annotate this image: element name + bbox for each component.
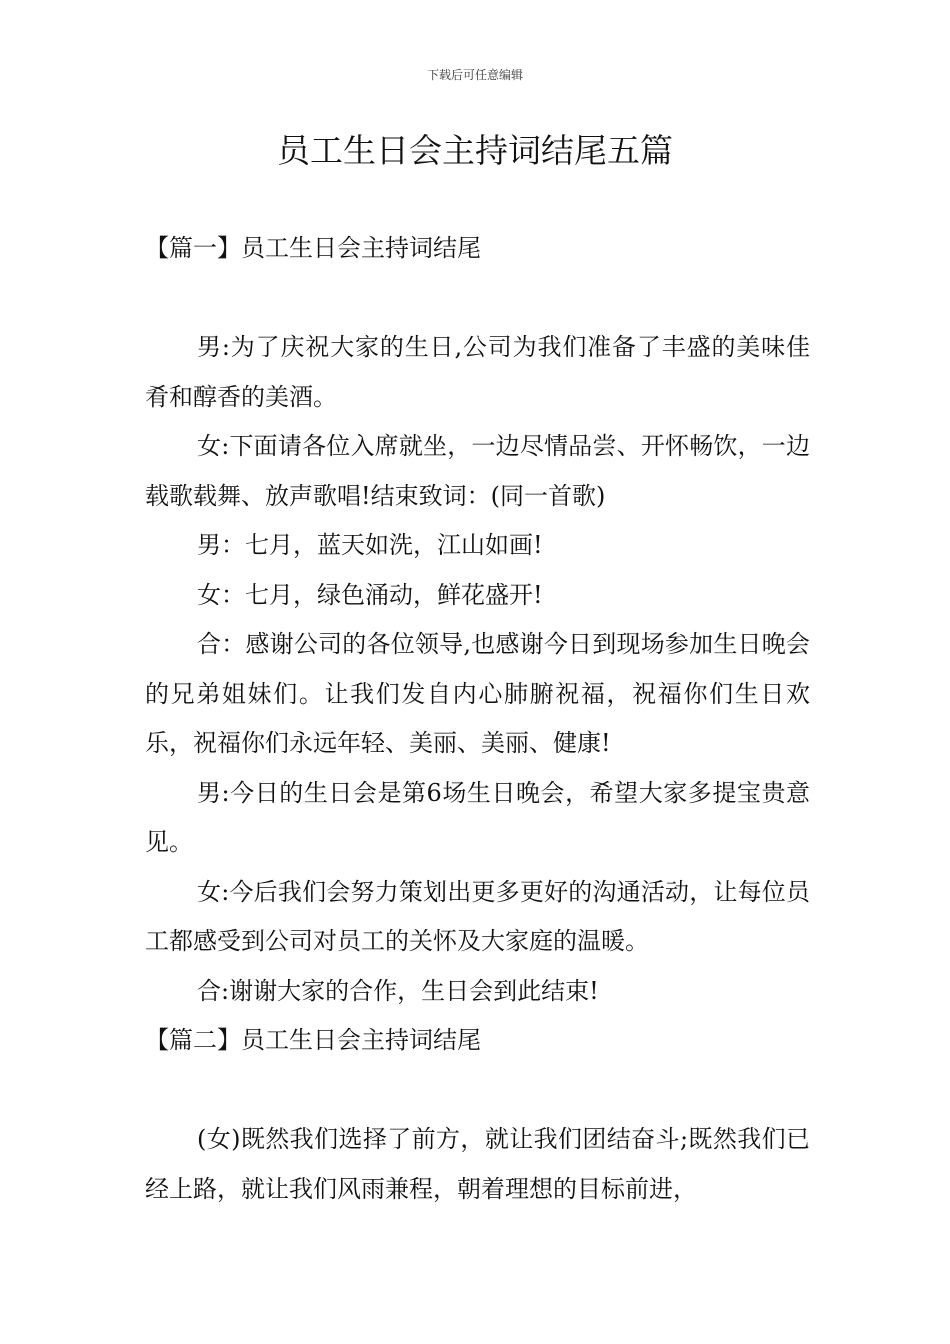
section-1 [145,224,810,1016]
section-spacer [145,1066,810,1116]
paragraph: (女)既然我们选择了前方，就让我们团结奋斗;既然我们已经上路，就让我们风雨兼程，朝着理想的目标前进， [145,1125,810,1203]
paragraph: 男:为了庆祝大家的生日,公司为我们准备了丰盛的美味佳肴和醇香的美酒。 [145,333,810,411]
section-2 [145,1016,810,1214]
paragraph: 合：感谢公司的各位领导,也感谢今日到现场参加生日晚会的兄弟姐妹们。让我们发自内心肺腑祝福，祝福你们生日欢乐，祝福你们永远年轻、美丽、美丽、健康! [145,630,810,757]
header-note: 下载后可任意编辑 [426,68,523,82]
section-heading: 【篇一】员工生日会主持词结尾 [145,234,481,262]
paragraph: 男:今日的生日会是第6场生日晚会，希望大家多提宝贵意见。 [145,778,810,856]
paragraph: 女:今后我们会努力策划出更多更好的沟通活动，让每位员工都感受到公司对员工的关怀及大家庭的温暖。 [145,877,810,955]
paragraph: 合:谢谢大家的合作，生日会到此结束! [197,976,599,1005]
paragraph: 男：七月，蓝天如洗，江山如画! [197,531,543,559]
section-spacer [145,274,810,324]
document-title: 员工生日会主持词结尾五篇 [277,131,673,170]
section-heading: 【篇二】员工生日会主持词结尾 [145,1026,481,1054]
paragraph: 女:下面请各位入席就坐，一边尽情品尝、开怀畅饮，一边载歌载舞、放声歌唱!结束致词：(同一首歌) [145,432,810,510]
paragraph: 女：七月，绿色涌动，鲜花盛开! [197,580,543,609]
document-body [145,224,810,1214]
